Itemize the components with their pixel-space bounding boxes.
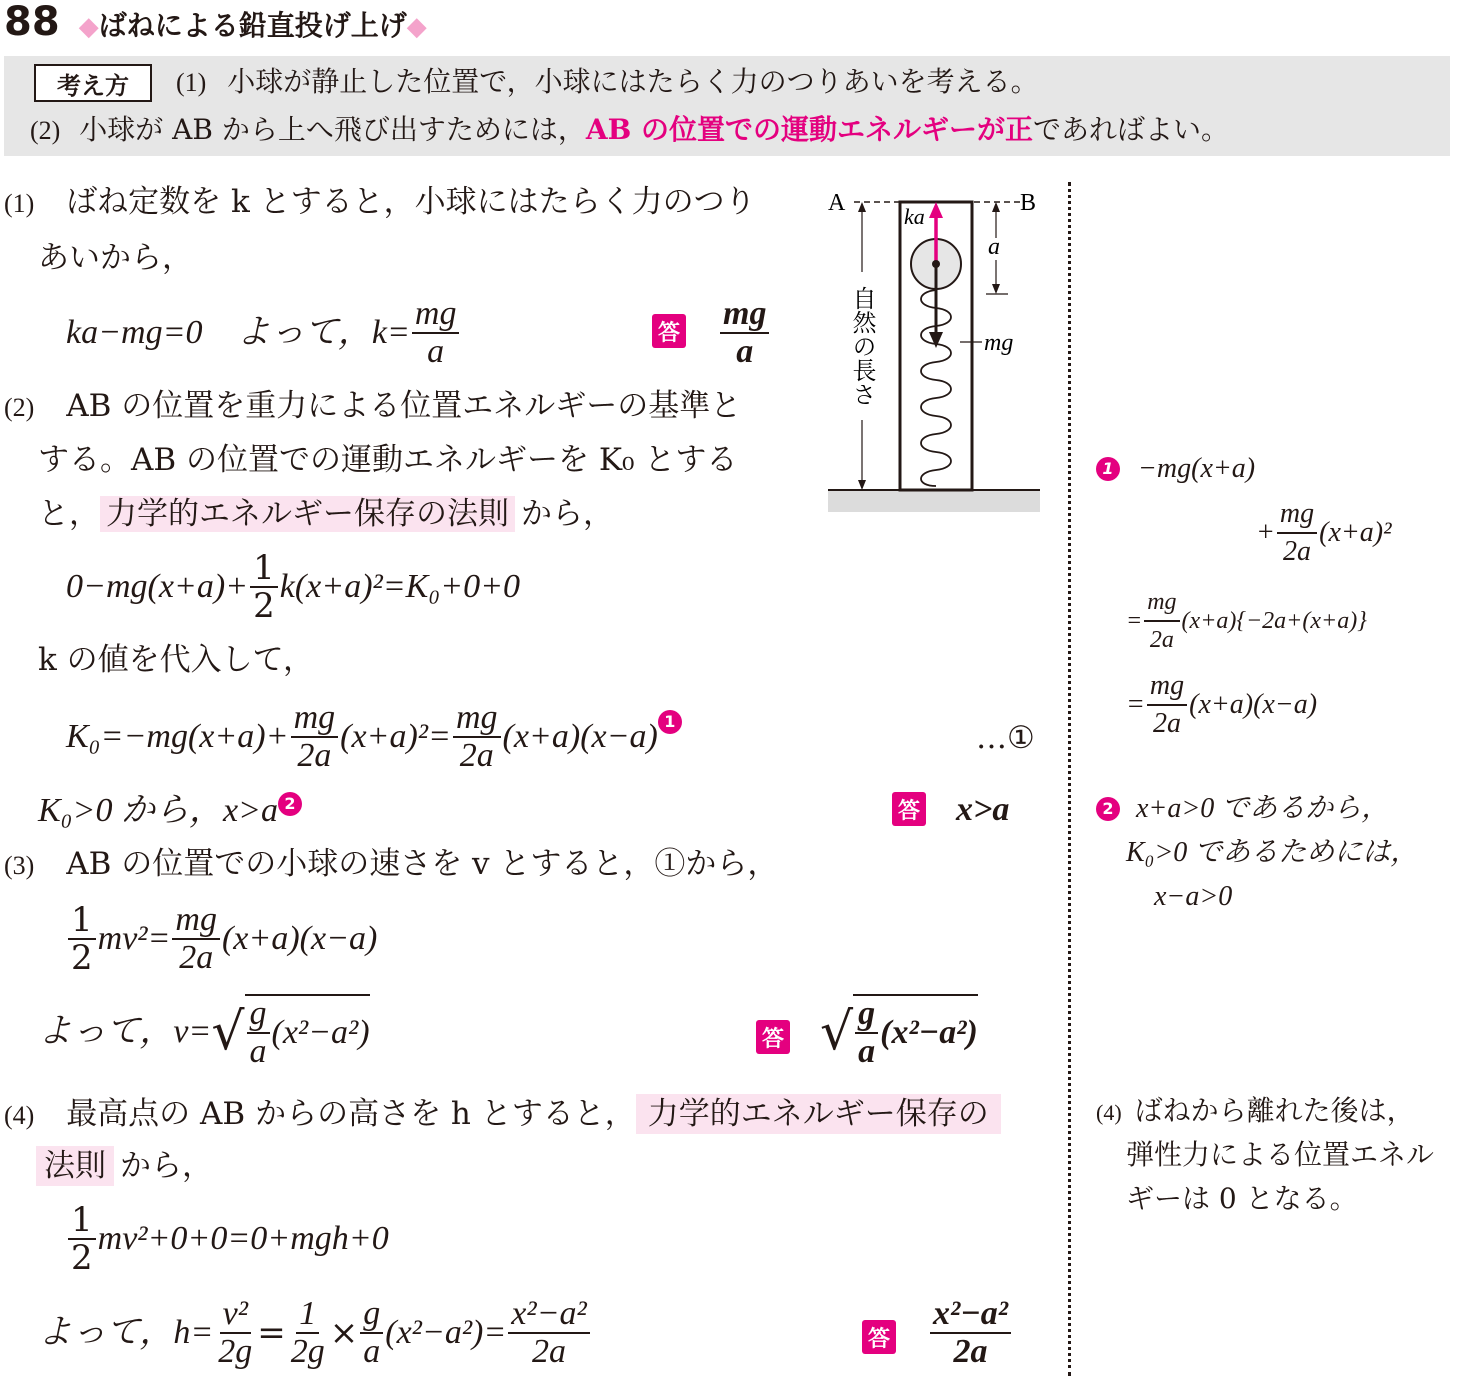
force-up-arrowhead: [929, 202, 943, 218]
p3-eq2-num: g: [247, 996, 270, 1034]
spring-figure: [820, 182, 1050, 517]
p4-ans-num: x²−a²: [930, 1296, 1011, 1334]
hint-badge-label: 考え方: [57, 71, 129, 100]
p4-eq2-den1: 2g: [218, 1333, 253, 1370]
side-note-2-line-2: K₀>0 であるためには，: [1126, 837, 1419, 868]
p1-answer-fraction: [720, 296, 769, 370]
answer-badge-1: 答: [652, 314, 686, 348]
answer-badge-2: 答: [892, 792, 926, 826]
p3-answer-radicand: [853, 994, 978, 1070]
p3-eq1-frac2: [172, 902, 220, 976]
hint-line-2: [30, 110, 1229, 151]
p4-eq2-b: (x²−a²)=: [385, 1314, 507, 1351]
p2-text-5: K₀>0 から，x>a: [38, 792, 278, 829]
p2-eq2-frac2: [453, 700, 501, 774]
p3-eq1-frac1: [68, 902, 96, 976]
answer-badge-4: 答: [862, 1320, 896, 1354]
side-note-2-line-1: [1096, 790, 1389, 828]
a-dim-head-down: [992, 284, 1000, 294]
side-note-4-line-1: [1096, 1092, 1415, 1132]
side-n4-l1: ばねから離れた後は，: [1134, 1094, 1415, 1127]
p4-eq1-den: 2: [71, 1238, 93, 1278]
p2-text-3a: と，: [38, 496, 100, 532]
p4-eq2-num1: v²: [220, 1296, 251, 1334]
p4-highlight-2: 法則: [36, 1146, 114, 1186]
p4-num: (4): [4, 1101, 35, 1130]
side-n1-l2-plus: +: [1256, 517, 1275, 548]
p4-eq2-frac2: [288, 1296, 328, 1370]
p3-ans-frac: [855, 996, 878, 1070]
p2-eq2-frac1: [291, 700, 339, 774]
side-n4-num: (4): [1096, 1100, 1122, 1125]
p2-eq1-frac: [250, 550, 278, 624]
side-note-4-line-2: 弾性力による位置エネル: [1126, 1138, 1435, 1171]
hint-l2-text-a: 小球が AB から上へ飛び出すためには，: [79, 113, 586, 146]
side-n2-l1: x+a>0 であるから，: [1136, 793, 1390, 824]
p4-equation-2: [38, 1296, 592, 1370]
p4-highlight-1: 力学的エネルギー保存の: [636, 1094, 1001, 1134]
side-n1-l3-den: 2a: [1149, 627, 1174, 653]
p1-eq-lhs: ka−mg=0 よって，k=: [66, 314, 410, 351]
side-n1-l1: −mg(x+a): [1138, 453, 1256, 484]
p2-equation-1: [66, 550, 520, 624]
p2-line-4: k の値を代入して，: [38, 642, 315, 678]
p4-ans-den: 2a: [953, 1333, 988, 1370]
p4-eq2-frac1: [215, 1296, 255, 1370]
title-diamond-left: ◆: [78, 12, 99, 42]
side-n1-l4-num: mg: [1147, 668, 1187, 706]
p2-eq2-den2: 2a: [459, 737, 494, 774]
p4-equation-1: [66, 1202, 389, 1276]
hint-l2-emph: AB の位置での運動エネルギーが正: [585, 113, 1033, 146]
answer-badge-3: 答: [756, 1020, 790, 1054]
p1-line-1: [4, 182, 756, 224]
p3-ans-b: (x²−a²): [880, 1014, 978, 1051]
p4-eq2-den4: 2a: [531, 1333, 566, 1370]
p4-eq1-a: mv²+0+0=0+mgh+0: [97, 1220, 389, 1257]
p4-eq2-frac3: [360, 1296, 383, 1370]
label-ka: ka: [904, 204, 925, 229]
p3-eq1-den1: 2: [71, 938, 93, 978]
p4-eq2-a: よって，h=: [38, 1314, 214, 1351]
natural-length-head-down: [858, 480, 866, 490]
p3-eq2-radicand: [245, 994, 370, 1070]
side-n1-l3-frac: [1144, 584, 1179, 658]
p1-num: (1): [4, 189, 35, 218]
p2-num: (2): [4, 393, 35, 422]
p2-eq2-den1: 2a: [297, 737, 332, 774]
p3-eq1-den2: 2a: [179, 939, 214, 976]
hint-badge: [34, 64, 152, 102]
note-marker-1[interactable]: 1: [658, 710, 682, 734]
p2-answer: x>a: [956, 791, 1010, 828]
hint-l2-num: (2): [30, 116, 61, 145]
p2-eq1-b: k(x+a)²=K₀+0+0: [279, 568, 521, 605]
label-mg: mg: [984, 330, 1014, 356]
side-n1-l2-b: (x+a)²: [1319, 517, 1392, 548]
side-note-1-line-2: [1256, 496, 1392, 570]
p4-answer-fraction: [930, 1296, 1011, 1370]
side-n1-l3-num: mg: [1144, 584, 1179, 622]
p4-eq2-den3: a: [363, 1333, 381, 1370]
ball-center: [932, 260, 940, 268]
a-dim-head-up: [992, 202, 1000, 212]
p1-eq-den: a: [427, 333, 445, 370]
page-title: ばねによる鉛直投げ上げ: [98, 9, 407, 42]
p3-eq1-num1: 1: [68, 902, 96, 940]
p1-answer: [718, 296, 771, 370]
problem-number: 88: [4, 0, 60, 45]
side-n1-l2-den: 2a: [1283, 536, 1312, 567]
p1-ans-num: mg: [720, 296, 769, 334]
p3-eq2-a: よって，v=: [38, 1013, 212, 1050]
p3-eq2-b: (x²−a²): [271, 1014, 370, 1051]
p4-eq2-den2: 2g: [290, 1333, 325, 1370]
p3-num: (3): [4, 851, 35, 880]
p2-eq2-a: K₀=−mg(x+a)+: [66, 718, 289, 755]
p3-answer: [820, 994, 978, 1070]
side-n1-l4-den: 2a: [1153, 708, 1182, 739]
p2-eq1-den: 2: [253, 586, 275, 626]
p2-eq2-c: (x+a)(x−a): [502, 718, 658, 755]
p4-line-1: [4, 1094, 1001, 1136]
p4-eq2-eq: =: [257, 1313, 286, 1353]
label-a: A: [828, 190, 846, 216]
floor: [828, 490, 1040, 512]
column-divider: [1068, 182, 1071, 1376]
side-note-1-line-4: [1126, 668, 1317, 742]
p4-text-2b: から，: [120, 1148, 213, 1184]
side-n1-l4-eq: =: [1126, 689, 1145, 720]
p3-equation-1: [66, 902, 377, 976]
side-n1-l4-b: (x+a)(x−a): [1189, 689, 1318, 720]
p2-line-2: する。AB の位置での運動エネルギーを K₀ とする: [38, 442, 738, 478]
side-note-2-line-3: x−a>0: [1154, 881, 1233, 912]
p1-line-2: あいから，: [38, 240, 193, 276]
p3-eq2-frac: [247, 996, 270, 1070]
hint-l2-text-b: であればよい。: [1032, 113, 1229, 146]
hint-l1-num: (1): [176, 68, 207, 97]
p2-text-1: AB の位置を重力による位置エネルギーの基準と: [66, 388, 742, 424]
p4-eq2-num3: g: [360, 1296, 383, 1334]
hint-line-1: [176, 62, 1039, 103]
p3-eq1-a: mv²=: [97, 920, 171, 957]
p3-eq1-b: (x+a)(x−a): [221, 920, 378, 957]
label-dim-a: a: [988, 234, 1000, 260]
p2-line-1: [4, 386, 741, 428]
p4-eq2-frac4: [508, 1296, 589, 1370]
side-n1-l4-frac: [1147, 668, 1187, 742]
p3-ans-num: g: [855, 996, 878, 1034]
side-marker-1: 1: [1096, 457, 1120, 481]
p1-eq-fraction: [412, 296, 460, 370]
p4-eq2-num2: 1: [296, 1296, 319, 1334]
p1-text-1: ばね定数を k とすると，小球にはたらく力のつり: [66, 184, 756, 220]
p2-line-5: [38, 790, 302, 831]
note-marker-2[interactable]: 2: [278, 792, 302, 816]
p1-equation: [66, 296, 461, 370]
p2-eq2-num2: mg: [453, 700, 501, 738]
side-n1-l3-eq: =: [1126, 608, 1143, 634]
side-n1-l2-frac: [1277, 496, 1317, 570]
p2-eq1-num: 1: [250, 550, 278, 588]
p1-eq-num: mg: [412, 296, 460, 334]
label-b: B: [1020, 190, 1037, 216]
p4-eq1-num: 1: [68, 1202, 96, 1240]
header: [4, 0, 427, 48]
p4-eq2-times: ×: [329, 1313, 359, 1353]
sqrt-symbol: √: [211, 1002, 245, 1062]
p4-line-2: [36, 1146, 213, 1186]
side-n1-l2-num: mg: [1277, 496, 1317, 534]
side-note-1-line-1: [1096, 450, 1255, 488]
side-note-4-line-3: ギーは 0 となる。: [1126, 1182, 1358, 1215]
p1-ans-den: a: [736, 333, 754, 370]
p3-line-1: [4, 844, 778, 886]
p2-highlight: 力学的エネルギー保存の法則: [100, 496, 515, 532]
p4-eq1-frac: [68, 1202, 96, 1276]
p2-eq1-a: 0−mg(x+a)+: [66, 568, 249, 605]
label-natural-length: 自然の長さ: [848, 286, 876, 406]
p2-eq2-num1: mg: [291, 700, 339, 738]
p3-ans-den: a: [858, 1033, 876, 1070]
p2-eq2-b: (x+a)²=: [340, 718, 451, 755]
p2-eq-ref: …①: [976, 720, 1035, 756]
title-diamond-right: ◆: [406, 12, 427, 42]
side-marker-2: 2: [1096, 797, 1120, 821]
p3-text-1: AB の位置での小球の速さを v とすると，①から，: [66, 846, 779, 882]
p2-line-3: [38, 494, 614, 534]
p4-answer: [928, 1296, 1013, 1370]
side-n1-l3-b: (x+a){−2a+(x+a)}: [1181, 608, 1367, 634]
p2-text-3b: から，: [521, 496, 614, 532]
p3-equation-2: [38, 994, 370, 1070]
sqrt-symbol-answer: √: [820, 1002, 854, 1062]
p2-equation-2: [66, 700, 682, 774]
side-note-1-line-3: [1126, 584, 1367, 658]
natural-length-head-up: [858, 202, 866, 212]
p3-eq2-den: a: [249, 1033, 267, 1070]
p4-eq2-num4: x²−a²: [508, 1296, 589, 1334]
hint-l1-text: 小球が静止した位置で，小球にはたらく力のつりあいを考える。: [227, 65, 1039, 98]
p4-text-1a: 最高点の AB からの高さを h とすると，: [66, 1096, 636, 1132]
p3-eq1-num2: mg: [172, 902, 220, 940]
